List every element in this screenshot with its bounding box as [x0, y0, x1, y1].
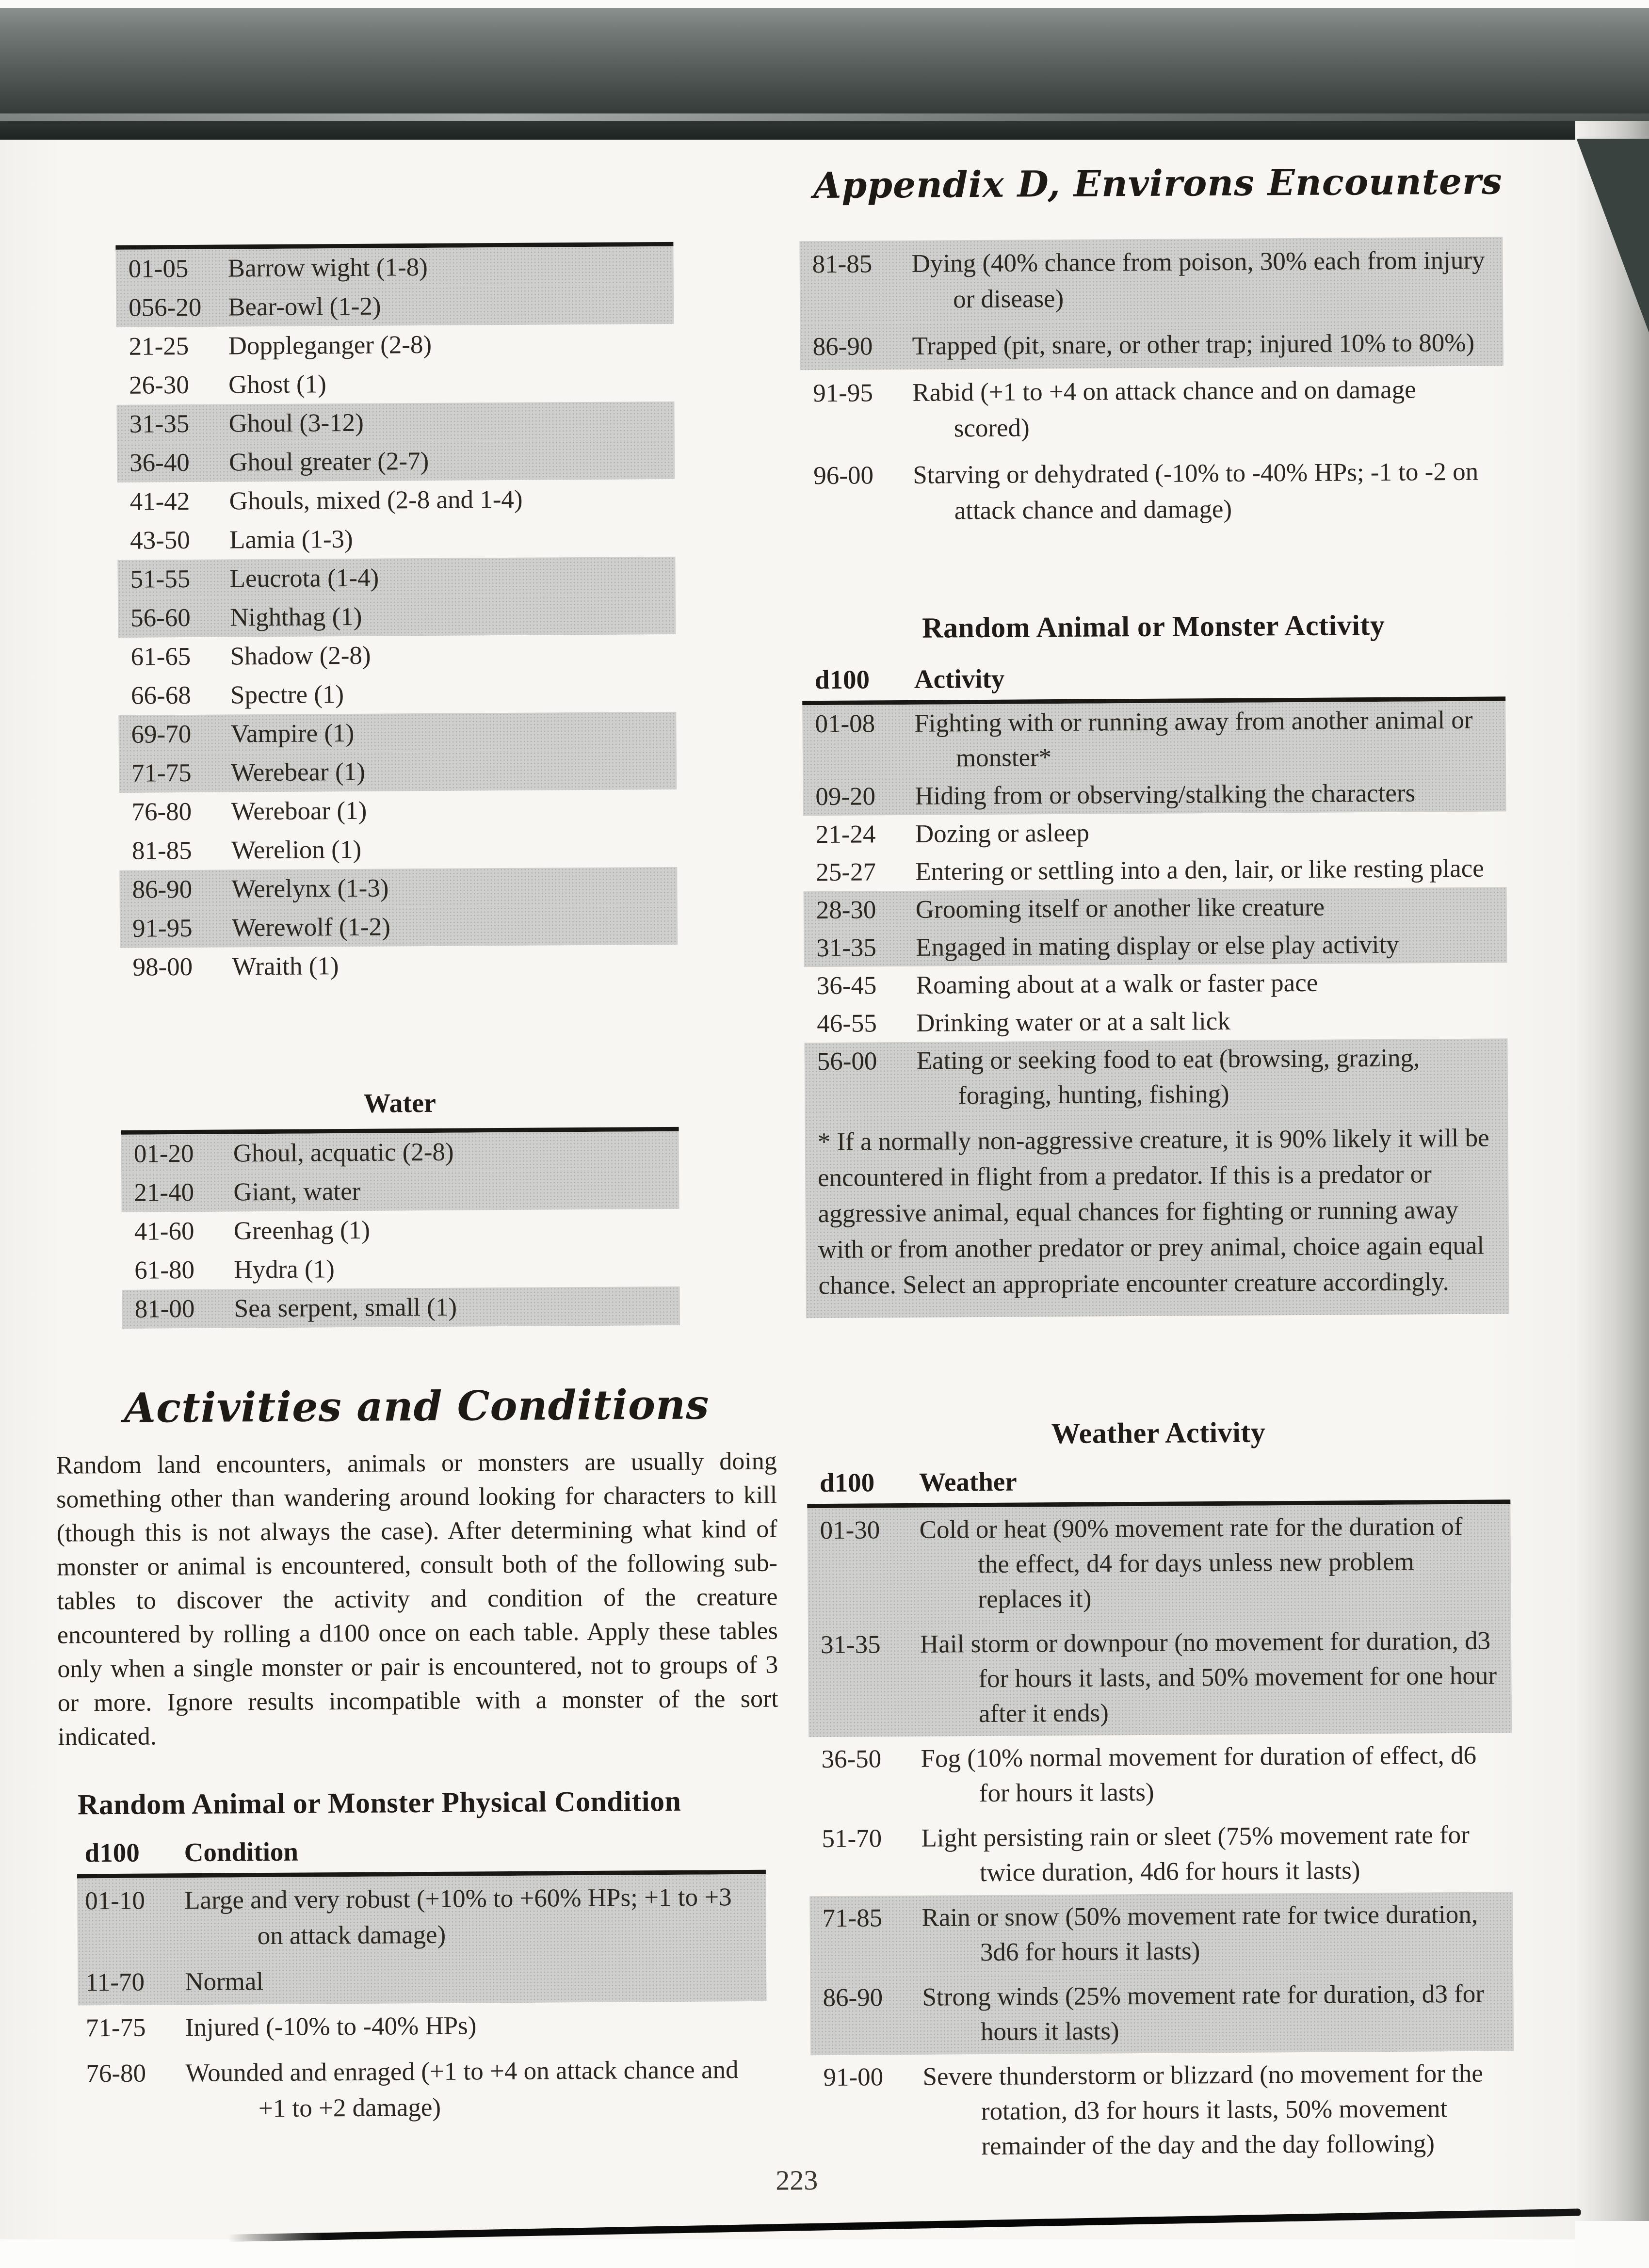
table-row [117, 479, 675, 521]
dice-range-cell: 01-30 [820, 1516, 880, 1545]
table-row [118, 595, 676, 638]
entry-text-cell: Giant, water [233, 1177, 361, 1206]
table-row [116, 285, 674, 327]
dice-range-cell: 09-20 [815, 782, 876, 811]
dice-range-cell: 01-20 [133, 1139, 194, 1168]
entry-text-cell: Leucrota (1-4) [229, 563, 379, 593]
activity-table [802, 656, 1509, 1318]
entry-text-cell: Hydra (1) [234, 1255, 335, 1284]
entry-text-cell: Lamia (1-3) [229, 525, 353, 554]
entry-text-cell: Bear-owl (1-2) [228, 292, 381, 322]
entry-text-cell: Trapped (pit, snare, or other trap; injured 10% to 80%) [912, 328, 1475, 360]
table-row [116, 363, 674, 405]
dice-range-cell: 056-20 [129, 293, 202, 322]
table-row [122, 1287, 680, 1329]
table-row [808, 1618, 1512, 1737]
dice-range-cell: 43-50 [129, 526, 190, 555]
dice-range-cell: 91-95 [132, 914, 193, 943]
dice-range-cell: 71-85 [822, 1904, 883, 1933]
table-row [117, 557, 675, 599]
dice-range-cell: 51-70 [822, 1824, 882, 1853]
table-row [116, 402, 674, 444]
table-row [809, 1812, 1513, 1896]
condition-table-continued [799, 237, 1504, 535]
activities-and-conditions-heading: Activities and Conditions [124, 1380, 710, 1432]
dice-range-cell: 71-75 [131, 758, 192, 788]
dice-range-cell: 36-40 [129, 448, 190, 477]
table-row [804, 963, 1507, 1005]
dice-range-cell: 86-90 [812, 332, 873, 361]
table-row [810, 2051, 1514, 2170]
entry-text-cell: Grooming itself or another like creature [915, 893, 1325, 924]
dice-range-cell: 51-55 [130, 564, 191, 594]
weather-table [807, 1459, 1515, 2170]
activity-table-title: Random Animal or Monster Activity [922, 609, 1385, 644]
physical-condition-rows [77, 1874, 767, 2133]
entry-text-cell: Barrow wight (1-8) [227, 253, 428, 283]
entry-text-cell: Hiding from or observing/stalking the characters [915, 779, 1416, 810]
physical-condition-table [77, 1830, 767, 2133]
table-row [800, 366, 1504, 452]
entry-text-cell: Cold or heat (90% movement rate for the duration of the effect, d4 for days unless new problem replaces it) [919, 1512, 1463, 1614]
dice-range-cell: 31-35 [820, 1630, 881, 1659]
entry-text-cell: Werewolf (1-2) [231, 913, 391, 942]
water-encounter-rows [121, 1131, 680, 1329]
entry-text-cell: Fog (10% normal movement for duration of effect, d6 for hours it lasts) [921, 1741, 1477, 1808]
table-row [122, 1248, 679, 1290]
activity-rows [802, 701, 1508, 1115]
dice-range-cell: 01-08 [815, 709, 875, 739]
column-header-weather: Weather [919, 1466, 1017, 1497]
entry-text-cell: Wereboar (1) [231, 796, 367, 826]
entry-text-cell: Nighthag (1) [229, 602, 362, 632]
table-row [119, 867, 677, 909]
entry-text-cell: Eating or seeking food to eat (browsing, grazing, foraging, hunting, fishing) [916, 1044, 1420, 1110]
weather-rows [807, 1504, 1514, 2170]
dice-range-cell: 21-24 [815, 820, 876, 849]
column-header-activity: Activity [914, 663, 1005, 694]
weather-table-title: Weather Activity [1051, 1416, 1266, 1450]
table-row [120, 906, 678, 948]
dice-range-cell: 46-55 [817, 1009, 877, 1038]
table-row [808, 1733, 1512, 1817]
dice-range-cell: 21-25 [129, 332, 189, 361]
entry-text-cell: Wraith (1) [232, 952, 339, 981]
dice-range-cell: 86-90 [132, 875, 193, 904]
page-header-title: Appendix D, Environs Encounters [813, 161, 1503, 207]
entry-text-cell: Ghouls, mixed (2-8 and 1-4) [229, 485, 523, 515]
dice-range-cell: 41-60 [134, 1217, 194, 1246]
column-header-d100: d100 [84, 1837, 140, 1868]
entry-text-cell: Werebear (1) [230, 757, 365, 787]
entry-text-cell: Starving or dehydrated (-10% to -40% HPs; -1 to -2 on attack chance and damage) [913, 457, 1479, 525]
entry-text-cell: Rain or snow (50% movement rate for twice duration, 3d6 for hours it lasts) [922, 1900, 1478, 1967]
dice-range-cell: 56-00 [817, 1047, 877, 1076]
entry-text-cell: Greenhag (1) [233, 1216, 371, 1245]
table-row [121, 1170, 679, 1212]
dice-range-cell: 71-75 [85, 2013, 146, 2043]
table-row [118, 634, 676, 676]
table-row [119, 828, 677, 870]
entry-text-cell: Hail storm or downpour (no movement for duration, d3 for hours it lasts, and 50% movement for one hour after it ends) [920, 1626, 1497, 1728]
dice-range-cell: 01-10 [85, 1886, 146, 1915]
table-row [804, 1038, 1508, 1115]
dice-range-cell: 36-45 [816, 971, 877, 1000]
dice-range-cell: 76-80 [86, 2059, 146, 2088]
table-row [803, 811, 1506, 853]
table-row [804, 887, 1507, 929]
dice-range-cell: 69-70 [131, 720, 192, 749]
dice-range-cell: 25-27 [816, 858, 876, 887]
dice-range-cell: 86-90 [823, 1983, 883, 2012]
entry-text-cell: Strong winds (25% movement rate for duration, d3 for hours it lasts) [922, 1979, 1485, 2046]
entry-text-cell: Dozing or asleep [915, 819, 1090, 848]
activity-table-footnote: * If a normally non-aggressive creature, it is 90% likely it will be encountered in flight from a predator. If this is a predator or aggressive animal, equal chances for fighting or running away with or from another predator or prey animal, choice again equal chance. Select an appropriate encounter creature accordingly. [805, 1111, 1509, 1318]
dice-range-cell: 28-30 [816, 896, 876, 925]
table-row [803, 773, 1506, 816]
table-row [115, 246, 673, 289]
entry-text-cell: Large and very robust (+10% to +60% HPs; +1 to +3 on attack damage) [184, 1883, 732, 1950]
water-encounter-table [121, 1127, 680, 1329]
table-row [78, 2047, 767, 2133]
table-row [807, 1504, 1511, 1623]
table-row [804, 925, 1507, 967]
entry-text-cell: Ghoul (3-12) [228, 408, 364, 438]
activities-intro-paragraph: Random land encounters, animals or monsters are usually doing something other than wandering around looking for characters to kill (though this is not always the case). After determining what kind of monster or animal is encountered, consult both of the following sub-tables to discover the activity and condition of the creature encountered by rolling a d100 once on each table. Apply these tables only when a single monster or pair is encountered, not to groups of 3 or more. Ignore results incompatible with a monster of the sort indicated. [56, 1447, 778, 1751]
entry-text-cell: Sea serpent, small (1) [234, 1293, 457, 1323]
entry-text-cell: Wounded and enraged (+1 to +4 on attack chance and +1 to +2 damage) [185, 2056, 739, 2123]
table-row [118, 712, 676, 754]
dice-range-cell: 61-65 [130, 642, 191, 671]
column-header-condition: Condition [184, 1836, 299, 1867]
table-row [121, 1131, 679, 1174]
column-header-d100: d100 [819, 1467, 875, 1498]
entry-text-cell: Spectre (1) [230, 680, 344, 709]
dice-range-cell: 31-35 [129, 409, 190, 438]
table-row [116, 324, 674, 366]
entry-text-cell: Normal [185, 1967, 264, 1996]
table-row [78, 2001, 767, 2051]
table-row [799, 237, 1503, 323]
table-row [78, 1956, 767, 2006]
entry-text-cell: Entering or settling into a den, lair, or like resting place [915, 854, 1484, 886]
dice-range-cell: 91-95 [813, 379, 873, 408]
entry-text-cell: Severe thunderstorm or blizzard (no movement for the rotation, d3 for hours it lasts, 50% movement remainder of the day and the day following) [922, 2059, 1483, 2161]
dice-range-cell: 11-70 [85, 1968, 145, 1997]
land-encounter-rows [115, 246, 678, 987]
water-subtable-title: Water [363, 1088, 436, 1119]
dice-range-cell: 76-80 [131, 797, 192, 826]
dice-range-cell: 56-60 [130, 603, 191, 632]
column-header-d100: d100 [814, 664, 870, 695]
dice-range-cell: 81-00 [134, 1294, 195, 1323]
dice-range-cell: 66-68 [130, 681, 191, 710]
table-header-row [802, 656, 1505, 701]
dice-range-cell: 31-35 [816, 933, 877, 963]
table-row [803, 849, 1506, 891]
table-row [117, 440, 675, 483]
table-row [120, 945, 678, 987]
table-row [801, 448, 1504, 535]
entry-text-cell: Werelynx (1-3) [231, 874, 389, 903]
entry-text-cell: Rabid (+1 to +4 on attack chance and on damage scored) [912, 375, 1416, 443]
dice-range-cell: 81-85 [131, 836, 192, 865]
dice-range-cell: 96-00 [813, 461, 874, 490]
dice-range-cell: 98-00 [132, 952, 193, 981]
table-row [800, 319, 1504, 370]
table-row [809, 1892, 1513, 1976]
table-row [117, 518, 675, 560]
table-header-row [77, 1830, 765, 1874]
land-encounter-table [115, 242, 678, 987]
table-row [810, 1971, 1514, 2055]
entry-text-cell: Doppleganger (2-8) [228, 330, 432, 360]
table-row [119, 751, 677, 793]
entry-text-cell: Werelion (1) [231, 835, 362, 865]
dice-range-cell: 81-85 [812, 250, 873, 279]
entry-text-cell: Ghost (1) [228, 370, 327, 399]
table-row [802, 701, 1506, 778]
dice-range-cell: 21-40 [134, 1178, 194, 1207]
table-row [122, 1209, 679, 1251]
dice-range-cell: 91-00 [823, 2063, 884, 2092]
entry-text-cell: Ghoul greater (2-7) [228, 447, 429, 477]
entry-text-cell: Roaming about at a walk or faster pace [916, 968, 1318, 999]
condition-continued-rows [799, 237, 1504, 535]
dice-range-cell: 41-42 [129, 487, 190, 516]
table-row [77, 1874, 766, 1960]
dice-range-cell: 26-30 [129, 370, 189, 400]
entry-text-cell: Fighting with or running away from another animal or monster* [914, 706, 1473, 772]
dice-range-cell: 61-80 [134, 1255, 195, 1285]
entry-text-cell: Shadow (2-8) [230, 641, 371, 671]
entry-text-cell: Light persisting rain or sleet (75% movement rate for twice duration, 4d6 for hours it lasts) [921, 1820, 1470, 1887]
page-number: 223 [776, 2164, 818, 2196]
entry-text-cell: Vampire (1) [230, 719, 355, 748]
table-header-row [807, 1459, 1510, 1504]
table-row [118, 673, 676, 715]
entry-text-cell: Drinking water or at a salt lick [916, 1007, 1230, 1037]
table-row [119, 789, 677, 832]
table-row [804, 1000, 1507, 1043]
entry-text-cell: Engaged in mating display or else play activity [916, 930, 1399, 962]
dice-range-cell: 01-05 [128, 254, 189, 283]
entry-text-cell: Ghoul, acquatic (2-8) [233, 1138, 454, 1168]
entry-text-cell: Injured (-10% to -40% HPs) [185, 2011, 477, 2042]
physical-condition-table-title: Random Animal or Monster Physical Condition [77, 1785, 681, 1821]
entry-text-cell: Dying (40% chance from poison, 30% each from injury or disease) [911, 246, 1485, 314]
dice-range-cell: 36-50 [821, 1745, 882, 1774]
